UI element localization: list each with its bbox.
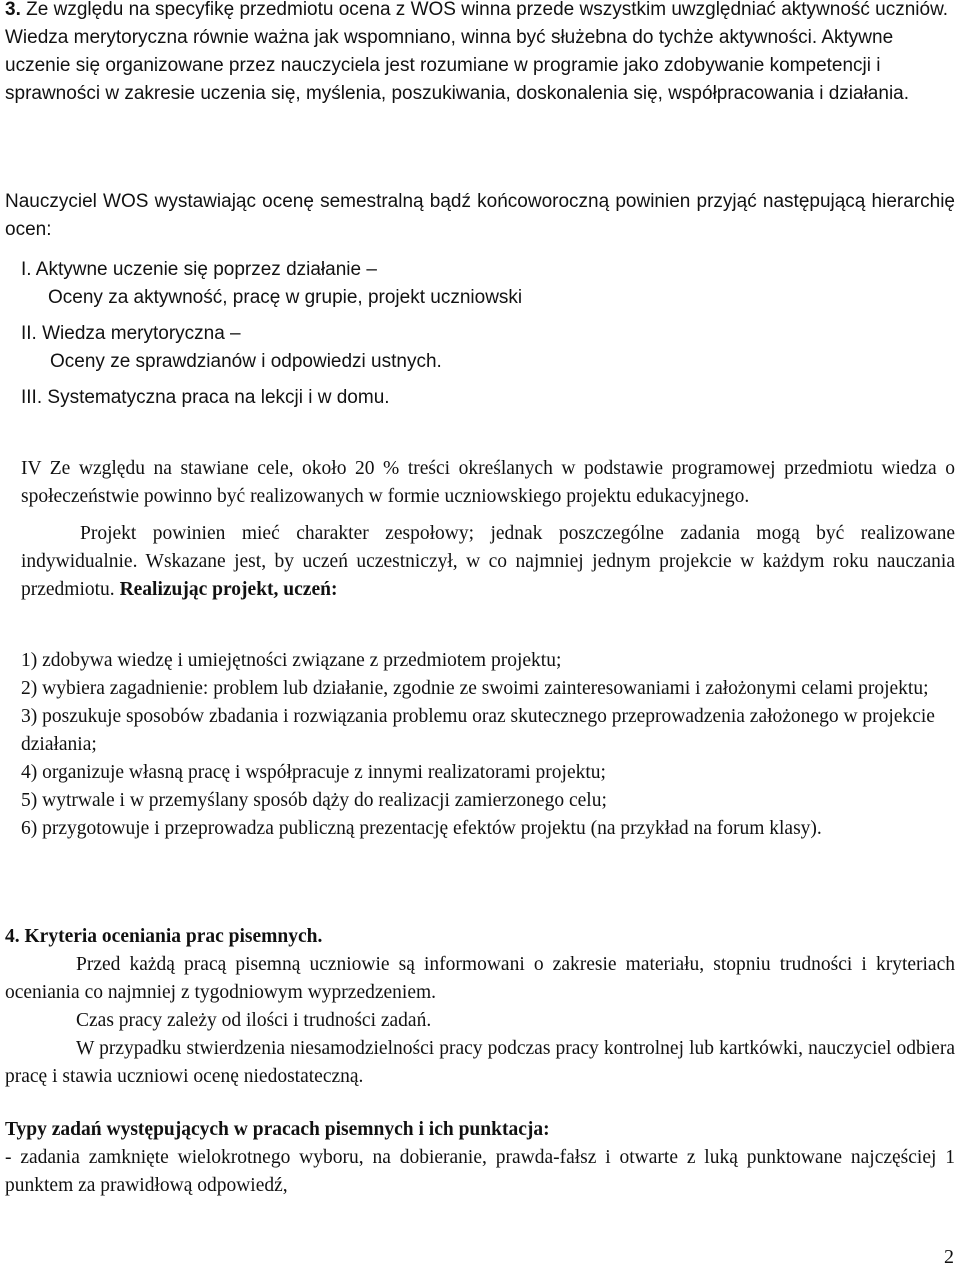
project-item-5: 5) wytrwale i w przemyślany sposób dąży do realizacji zamierzonego celu;	[21, 790, 607, 811]
level-2-title: II. Wiedza merytoryczna –	[21, 323, 241, 344]
project-item-3: 3) poszukuje sposobów zbadania i rozwiązania problemu oraz skutecznego przeprowadzenia założonego w projekcie działania;	[21, 706, 935, 755]
section-iv	[21, 455, 955, 604]
task-types	[5, 1116, 955, 1200]
task-types-heading	[5, 1116, 955, 1144]
merit-knowledge-text: Wiedza merytoryczna równie ważna jak wspomniano, winna być służebna do tychże aktywności.	[5, 27, 818, 48]
section-4-heading	[5, 923, 955, 951]
level-1-detail: Oceny za aktywność, pracę w grupie, projekt uczniowski	[48, 287, 523, 308]
section-3-text: Ze względu na specyfikę przedmiotu ocena z WOS winna przede wszystkim uwzględniać aktywność uczniów.	[26, 0, 949, 20]
project-item-4: 4) organizuje własną pracę i współpracuje z innymi realizatorami projektu;	[21, 762, 606, 783]
section-3-paragraph-2	[5, 27, 817, 48]
section-3-number: 3.	[5, 0, 21, 20]
section-4-paragraph-2: Czas pracy zależy od ilości i trudności zadań.	[76, 1010, 432, 1031]
section-3-paragraph-1	[5, 0, 955, 24]
section-4	[5, 923, 955, 1091]
project-items	[21, 647, 955, 843]
project-item-2: 2) wybiera zagadnienie: problem lub działanie, zgodnie ze swoimi zainteresowaniami i założonymi celami projektu;	[21, 678, 929, 699]
hierarchy-intro	[5, 188, 955, 244]
level-1-title: I. Aktywne uczenie się poprzez działanie –	[21, 259, 377, 280]
task-types-heading-text: Typy zadań występujących w pracach pisemnych i ich punktacja:	[5, 1119, 550, 1140]
section-4-heading-text: 4. Kryteria oceniania prac pisemnych.	[5, 926, 323, 947]
project-paragraph-text: Projekt powinien mieć charakter zespołowy; jednak poszczególne zadania mogą być realizowane indywidualnie. Wskazane jest, by uczeń uczestniczył, w co najmniej jednym projekcie w każdym roku nauczania przedmiotu.	[21, 523, 955, 600]
section-4-paragraph-3: W przypadku stwierdzenia niesamodzielności pracy podczas pracy kontrolnej lub kartkówki, nauczyciel odbiera pracę i stawia uczniowi ocenę niedostateczną.	[5, 1038, 955, 1087]
hierarchy-intro-text: Nauczyciel WOS wystawiając ocenę semestralną bądź końcoworoczną powinien przyjąć następującą hierarchię ocen:	[5, 191, 955, 240]
project-paragraph	[21, 520, 955, 604]
project-item-1: 1) zdobywa wiedzę i umiejętności związane z przedmiotem projektu;	[21, 650, 562, 671]
task-types-item-1: - zadania zamknięte wielokrotnego wyboru, na dobieranie, prawda-fałsz i otwarte z luką punktowane najczęściej 1 punktem za prawidłową odpowiedź,	[5, 1147, 955, 1196]
iv-paragraph: IV Ze względu na stawiane cele, około 20 % treści określanych w podstawie programowej przedmiotu wiedza o społeczeństwie powinno być realizowanych w formie uczniowskiego projektu edukacyjnego.	[21, 458, 955, 507]
section-4-paragraph-1: Przed każdą pracą pisemną uczniowie są informowani o zakresie materiału, stopniu trudności i kryteriach oceniania co najmniej z tygodniowym wyprzedzeniem.	[5, 954, 955, 1003]
section-3	[5, 0, 955, 108]
level-3-title: III. Systematyczna praca na lekcji i w domu.	[21, 387, 390, 408]
project-item-6: 6) przygotowuje i przeprowadza publiczną prezentację efektów projektu (na przykład na forum klasy).	[21, 818, 822, 839]
page-number: 2	[944, 1246, 954, 1268]
project-bold-label: Realizując projekt, uczeń:	[119, 579, 338, 600]
level-2-detail: Oceny ze sprawdzianów i odpowiedzi ustnych.	[50, 351, 442, 372]
grade-hierarchy	[21, 256, 955, 412]
section-3-paragraph-3: Aktywne uczenie się organizowane przez nauczyciela jest rozumiane w programie jako zdobywanie kompetencji i sprawności w zakresie uczenia się, myślenia, poszukiwania, doskonalenia się, współpracowania i działania.	[5, 27, 910, 104]
